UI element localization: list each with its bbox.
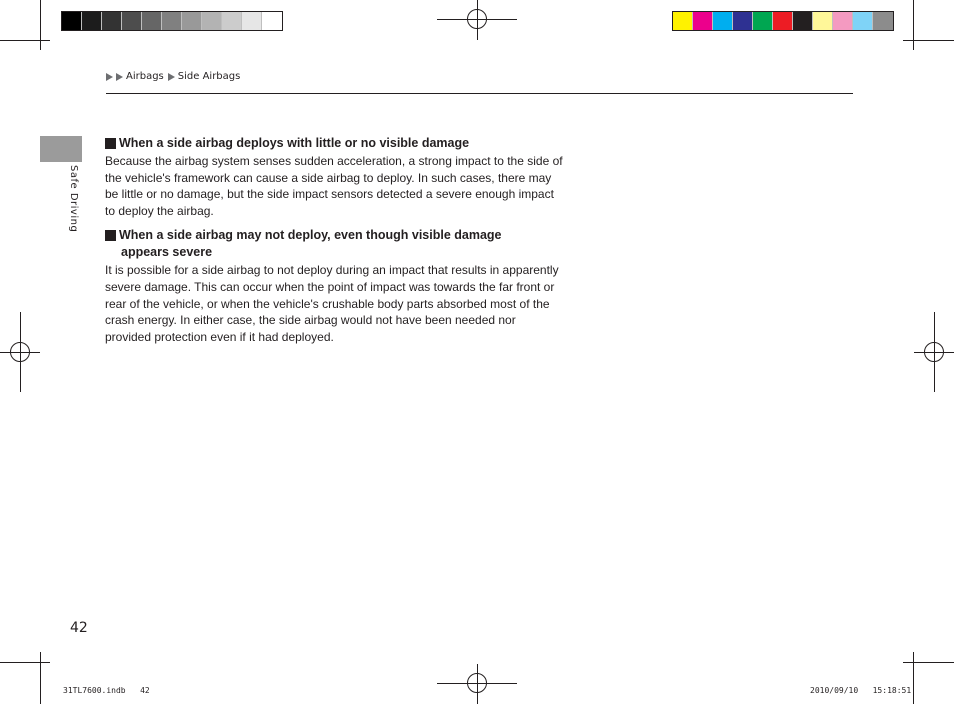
crop-mark bbox=[913, 652, 914, 704]
color-swatch bbox=[202, 12, 222, 30]
breadcrumb-arrow-icon bbox=[106, 73, 113, 81]
crop-mark bbox=[40, 0, 41, 50]
registration-circle bbox=[10, 342, 30, 362]
crop-mark bbox=[0, 662, 50, 663]
header-rule bbox=[106, 93, 853, 94]
color-swatch bbox=[873, 12, 893, 30]
color-swatch bbox=[773, 12, 793, 30]
breadcrumb-item-airbags[interactable]: Airbags bbox=[126, 71, 164, 82]
color-swatch bbox=[62, 12, 82, 30]
section-body: It is possible for a side airbag to not deploy during an impact that results in apparently severe damage. This can occur when the point of impact was towards the far front or rear of the vehicle, or when the vehicle's crushable body parts absorbed most of the crash energy. In either case, the side airbag would not have been needed nor provided protection even if it had deployed. bbox=[105, 263, 559, 344]
section-no-visible-damage bbox=[105, 135, 565, 219]
registration-circle bbox=[924, 342, 944, 362]
color-swatch bbox=[102, 12, 122, 30]
crop-mark bbox=[40, 652, 41, 704]
section-heading: When a side airbag deploys with little or no visible damage bbox=[105, 135, 565, 152]
color-swatch bbox=[733, 12, 753, 30]
breadcrumb-arrow-icon bbox=[168, 73, 175, 81]
color-swatch bbox=[122, 12, 142, 30]
color-swatch bbox=[813, 12, 833, 30]
color-swatch bbox=[262, 12, 282, 30]
color-swatch bbox=[793, 12, 813, 30]
square-bullet-icon bbox=[105, 230, 116, 241]
color-swatch bbox=[753, 12, 773, 30]
chapter-tab bbox=[40, 136, 82, 162]
grayscale-color-bar bbox=[61, 11, 283, 31]
registration-circle bbox=[467, 673, 487, 693]
breadcrumb-arrow-icon bbox=[116, 73, 123, 81]
breadcrumb-item-side-airbags[interactable]: Side Airbags bbox=[177, 71, 241, 82]
chapter-label: Safe Driving bbox=[68, 165, 79, 233]
color-swatch bbox=[833, 12, 853, 30]
crop-mark bbox=[903, 662, 954, 663]
crop-mark bbox=[0, 40, 50, 41]
square-bullet-icon bbox=[105, 138, 116, 149]
crop-mark bbox=[913, 0, 914, 50]
color-swatch bbox=[82, 12, 102, 30]
color-swatch bbox=[693, 12, 713, 30]
registration-circle bbox=[467, 9, 487, 29]
crop-mark bbox=[903, 40, 954, 41]
color-swatch bbox=[222, 12, 242, 30]
slug-timestamp: 2010/09/10 15:18:51 bbox=[810, 686, 912, 695]
color-swatch bbox=[242, 12, 262, 30]
section-heading: When a side airbag may not deploy, even though visible damage appears severe bbox=[105, 227, 565, 261]
color-swatch bbox=[142, 12, 162, 30]
section-body: Because the airbag system senses sudden acceleration, a strong impact to the side of the vehicle's framework can cause a side airbag to deploy. In such cases, there may be little or no damage, but the side impact sensors detected a severe enough impact to deploy the airbag. bbox=[105, 154, 563, 218]
color-swatch bbox=[853, 12, 873, 30]
section-may-not-deploy bbox=[105, 227, 565, 345]
color-swatch bbox=[162, 12, 182, 30]
color-swatch bbox=[713, 12, 733, 30]
page-number: 42 bbox=[70, 620, 88, 636]
color-swatch bbox=[673, 12, 693, 30]
color-swatch bbox=[182, 12, 202, 30]
breadcrumb bbox=[106, 71, 244, 82]
process-color-bar bbox=[672, 11, 894, 31]
main-content bbox=[105, 135, 565, 351]
slug-file-info: 31TL7600.indb 42 bbox=[63, 686, 150, 695]
